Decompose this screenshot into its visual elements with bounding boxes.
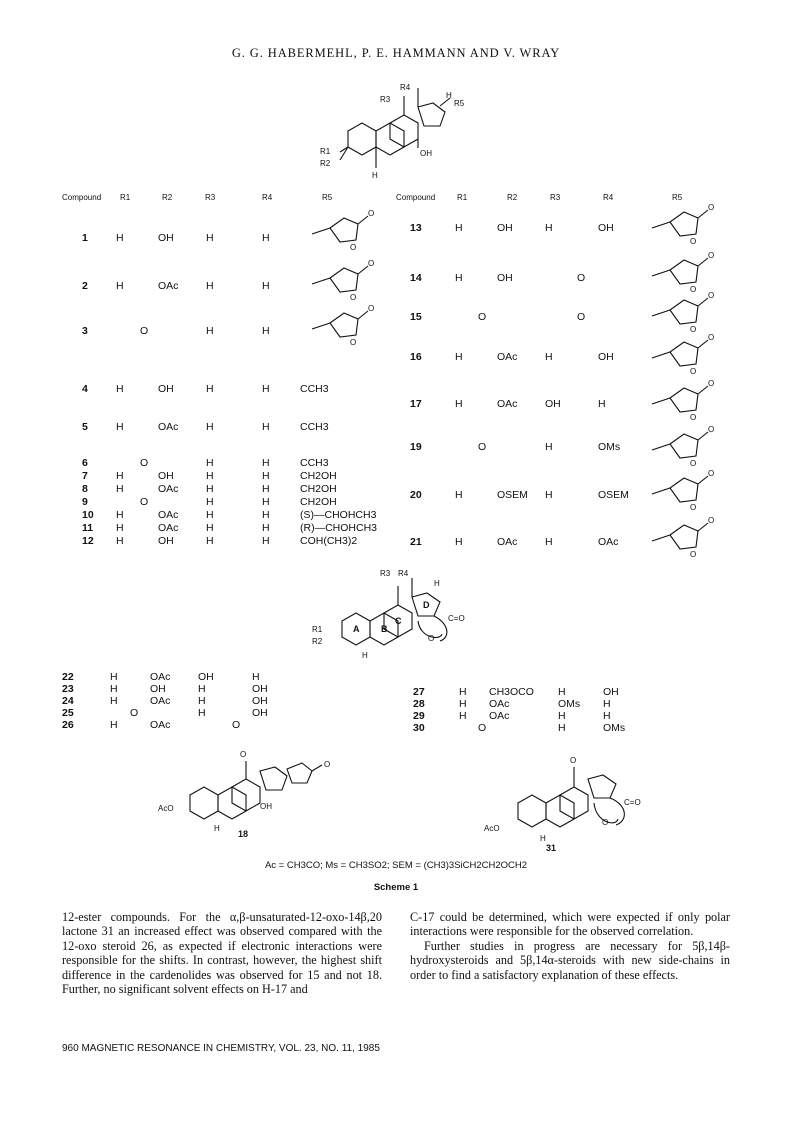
table-cell: 12 [82, 535, 94, 547]
carbonyl-o-label: O [708, 516, 715, 525]
ring-o-label: O [350, 243, 357, 252]
ring-o-label: O [690, 367, 697, 376]
table-cell: H [262, 522, 270, 534]
carbonyl-o-label: O [708, 251, 715, 260]
table-cell: 2 [82, 280, 88, 292]
butenolide-ring [312, 259, 374, 302]
table-cell: H [116, 280, 124, 292]
table-header-cell: R5 [322, 193, 333, 202]
r4-label: R4 [398, 569, 409, 578]
table-header-cell: R5 [672, 193, 683, 202]
table-cell: 15 [410, 311, 422, 323]
table-cell: O [478, 722, 487, 734]
paragraph-2: Further studies in progress are necessary for 5β,14β-hydroxysteroids and 5β,14α-steroids with new side-chains in order to find a satisfactory explanation of these effects. [410, 938, 730, 982]
co-label: C=O [448, 614, 465, 623]
table-cell: H [459, 710, 467, 722]
table-cell: H [116, 509, 124, 521]
table-cell: OAc [158, 509, 179, 521]
table-cell: O [232, 719, 241, 731]
table-cell: OH [158, 232, 174, 244]
table-cell: H [206, 325, 214, 337]
table-cell: H [198, 695, 206, 707]
table-cell: 13 [410, 222, 422, 234]
r1-label: R1 [312, 625, 323, 634]
ring-o-label: O [350, 293, 357, 302]
table-cell: H [116, 470, 124, 482]
table-cell: OAc [150, 671, 171, 683]
butenolide-ring [652, 251, 714, 294]
table-cell: O [478, 441, 487, 453]
table-cell: 19 [410, 441, 422, 453]
table-cell: 28 [413, 698, 425, 710]
ring-o-label: O [690, 550, 697, 559]
table-cell: H [262, 496, 270, 508]
ring-o-label: O [690, 413, 697, 422]
table-cell: OAc [497, 398, 518, 410]
h-label: H [434, 579, 440, 588]
butenolide-ring [652, 333, 714, 376]
table-cell: H [252, 671, 260, 683]
table-cell: H [206, 383, 214, 395]
running-header: G. G. HABERMEHL, P. E. HAMMANN AND V. WRAY [231, 46, 561, 60]
table-cell: H [598, 398, 606, 410]
carbonyl-o-label: O [368, 259, 375, 268]
table-header-cell: R4 [603, 193, 614, 202]
table-cell: OAc [150, 695, 171, 707]
h5-label: H [372, 171, 378, 180]
table-cell: 4 [82, 383, 88, 395]
table-cell: 22 [62, 671, 74, 683]
table-cell: OAc [158, 280, 179, 292]
table-cell: OAc [598, 536, 619, 548]
table-cell: OAc [489, 698, 510, 710]
table-cell: OH [497, 272, 513, 284]
table-cell: OSEM [497, 489, 528, 501]
table-cell: H [110, 671, 118, 683]
h5-label: H [362, 651, 368, 660]
table-cell: H [206, 457, 214, 469]
carbonyl-o-label: O [708, 291, 715, 300]
ring-o-label: O [690, 459, 697, 468]
table-cell: 5 [82, 421, 88, 433]
table-cell: 7 [82, 470, 88, 482]
table-cell: OH [598, 222, 614, 234]
scheme-title: Scheme 1 [373, 882, 419, 893]
r5-label: R5 [454, 99, 465, 108]
ring-o-label: O [690, 503, 697, 512]
table-cell: CCH3 [300, 383, 329, 395]
butenolide-ring [312, 304, 374, 347]
table-header-cell: R3 [550, 193, 561, 202]
table-cell: CH2OH [300, 496, 337, 508]
table-cell: OAc [497, 351, 518, 363]
table-cell: COH(CH3)2 [300, 535, 358, 547]
butenolide-ring [652, 516, 714, 559]
paragraph-1: C-17 could be determined, which were expected if only polar interactions were responsible for the observed correlation. [410, 910, 730, 939]
table-cell: 29 [413, 710, 425, 722]
o-label: O [240, 750, 247, 759]
table-cell: 11 [82, 522, 94, 534]
ring-o-label: O [690, 285, 697, 294]
table-cell: OH [252, 695, 268, 707]
table-cell: H [262, 535, 270, 547]
table-cell: H [262, 421, 270, 433]
body-column-right [410, 910, 730, 982]
table-cell: H [459, 686, 467, 698]
table-cell: (R)—CHOHCH3 [300, 522, 377, 534]
table-cell: H [206, 496, 214, 508]
carbonyl-o-label: O [368, 304, 375, 313]
butenolide-ring [652, 469, 714, 512]
table-cell: H [262, 383, 270, 395]
table-cell: CH2OH [300, 470, 337, 482]
table-cell: H [116, 383, 124, 395]
ring-o-label: O [690, 237, 697, 246]
ring-c-label: C [395, 616, 402, 626]
table-cell: H [545, 441, 553, 453]
table-header-cell: R2 [507, 193, 518, 202]
table-cell: OH [545, 398, 561, 410]
table-cell: H [198, 683, 206, 695]
table-cell: OH [158, 470, 174, 482]
h-label: H [446, 91, 452, 100]
table-cell: O [478, 311, 487, 323]
structure-31 [478, 745, 678, 855]
table-cell: OH [150, 683, 166, 695]
o-label: O [602, 818, 609, 827]
table-cell: CH3OCO [489, 686, 534, 698]
o-label: O [324, 760, 331, 769]
butenolide-ring [652, 291, 714, 334]
table-cell: H [206, 509, 214, 521]
carbonyl-o-label: O [368, 209, 375, 218]
carbonyl-o-label: O [708, 379, 715, 388]
table-cell: OH [252, 707, 268, 719]
carbonyl-o-label: O [708, 469, 715, 478]
table-cell: H [545, 222, 553, 234]
table-cell: H [116, 522, 124, 534]
r1-label: R1 [320, 147, 331, 156]
table-cell: H [558, 722, 566, 734]
table-cell: 8 [82, 483, 88, 495]
table-header-cell: R4 [262, 193, 273, 202]
table-cell: H [545, 536, 553, 548]
o-label: O [428, 634, 435, 643]
steroid-skeleton-middle [300, 566, 490, 666]
co-label: C=O [624, 798, 641, 807]
table-cell: H [206, 522, 214, 534]
table-cell: 21 [410, 536, 422, 548]
table-cell: 16 [410, 351, 422, 363]
h-label: H [214, 824, 220, 833]
table-cell: H [558, 686, 566, 698]
table-cell: O [130, 707, 139, 719]
table-cell: OAc [497, 536, 518, 548]
table-cell: OH [497, 222, 513, 234]
table-cell: OMs [603, 722, 626, 734]
ring-b-label: B [381, 624, 388, 634]
table-cell: H [206, 470, 214, 482]
table-cell: H [110, 695, 118, 707]
table-cell: 23 [62, 683, 74, 695]
r3-label: R3 [380, 95, 391, 104]
table-cell: H [206, 535, 214, 547]
table-cell: H [459, 698, 467, 710]
table-cell: H [116, 421, 124, 433]
table-cell: OH [598, 351, 614, 363]
table-cell: H [116, 232, 124, 244]
table-cell: OH [158, 383, 174, 395]
table-cell: H [110, 683, 118, 695]
table-cell: H [603, 710, 611, 722]
table-cell: H [455, 272, 463, 284]
table-cell: (S)—CHOHCH3 [300, 509, 377, 521]
table-header-cell: R2 [162, 193, 173, 202]
table-cell: H [455, 489, 463, 501]
page-footer: 960 MAGNETIC RESONANCE IN CHEMISTRY, VOL. 23, NO. 11, 1985 [62, 1043, 380, 1054]
table-cell: O [577, 311, 586, 323]
table-cell: H [455, 398, 463, 410]
table-cell: OAc [150, 719, 171, 731]
table-header-cell: Compound [62, 193, 102, 202]
table-header-cell: R1 [120, 193, 131, 202]
table-cell: H [262, 457, 270, 469]
structure-18 [150, 745, 370, 845]
ring-o-label: O [350, 338, 357, 347]
table-cell: 3 [82, 325, 88, 337]
o-label: O [570, 756, 577, 765]
butenolide-ring [652, 425, 714, 468]
table-cell: OH [198, 671, 214, 683]
table-cell: H [198, 707, 206, 719]
table-cell: 20 [410, 489, 422, 501]
table-cell: O [140, 496, 149, 508]
table-cell: 9 [82, 496, 88, 508]
table-cell: OH [603, 686, 619, 698]
table-cell: H [558, 710, 566, 722]
table-cell: H [455, 351, 463, 363]
table-cell: H [262, 470, 270, 482]
table-cell: OH [252, 683, 268, 695]
table-cell: 25 [62, 707, 74, 719]
table-cell: H [116, 535, 124, 547]
carbonyl-o-label: O [708, 425, 715, 434]
oh-label: OH [420, 149, 432, 158]
table-cell: H [206, 232, 214, 244]
table-cell: H [110, 719, 118, 731]
table-cell: 17 [410, 398, 422, 410]
table-cell: OAc [158, 421, 179, 433]
table-cell: OMs [558, 698, 581, 710]
table-cell: H [206, 421, 214, 433]
table-cell: OAc [158, 483, 179, 495]
table-cell: OAc [158, 522, 179, 534]
table-cell: 27 [413, 686, 425, 698]
r4-label: R4 [400, 83, 411, 92]
table-cell: H [262, 232, 270, 244]
abbreviation-legend: Ac = CH3CO; Ms = CH3SO2; SEM = (CH3)3SiCH2CH2OCH2 [264, 860, 528, 871]
table-cell: 6 [82, 457, 88, 469]
table-cell: O [577, 272, 586, 284]
table-cell: H [455, 536, 463, 548]
carbonyl-o-label: O [708, 203, 715, 212]
compound-31-label: 31 [546, 843, 557, 853]
butenolide-ring [652, 379, 714, 422]
table-cell: H [262, 483, 270, 495]
oh-label: OH [260, 802, 272, 811]
table-cell: 30 [413, 722, 425, 734]
table-cell: OH [158, 535, 174, 547]
table-cell: H [206, 280, 214, 292]
aco-label: AcO [158, 804, 174, 813]
r3-label: R3 [380, 569, 391, 578]
table-cell: H [603, 698, 611, 710]
table-cell: O [140, 457, 149, 469]
table-cell: H [455, 222, 463, 234]
table-header-cell: R1 [457, 193, 468, 202]
table-cell: 24 [62, 695, 74, 707]
table-cell: H [545, 489, 553, 501]
table-cell: 10 [82, 509, 94, 521]
table-cell: H [262, 280, 270, 292]
table-cell: CH2OH [300, 483, 337, 495]
ring-a-label: A [353, 624, 360, 634]
table-cell: H [262, 509, 270, 521]
table-cell: H [116, 483, 124, 495]
table-cell: H [545, 351, 553, 363]
table-cell: H [206, 483, 214, 495]
table-cell: CCH3 [300, 421, 329, 433]
table-cell: 14 [410, 272, 422, 284]
r2-label: R2 [320, 159, 331, 168]
table-cell: OSEM [598, 489, 629, 501]
table-header-cell: R3 [205, 193, 216, 202]
table-cell: OMs [598, 441, 621, 453]
table-cell: CCH3 [300, 457, 329, 469]
table-cell: O [140, 325, 149, 337]
h-label: H [540, 834, 546, 843]
r2-label: R2 [312, 637, 323, 646]
butenolide-ring [652, 203, 714, 246]
table-cell: H [262, 325, 270, 337]
butenolide-ring [312, 209, 374, 252]
ring-d-label: D [423, 600, 430, 610]
compound-18-label: 18 [238, 829, 249, 839]
body-column-left: 12-ester compounds. For the α,β-unsaturated-12-oxo-14β,20 lactone 31 an increased effect was observed compared with the 12-oxo steroid 26, as expected if electronic interactions were responsible for the shifts. In contrast, however, the highest shift difference in the cardenolides was observed for 15 and not 18. Further, no significant solvent effects on H-17 and [62, 910, 382, 997]
table-header-cell: Compound [396, 193, 436, 202]
table-cell: 26 [62, 719, 74, 731]
carbonyl-o-label: O [708, 333, 715, 342]
aco-label: AcO [484, 824, 500, 833]
table-cell: OAc [489, 710, 510, 722]
table-cell: 1 [82, 232, 88, 244]
ring-o-label: O [690, 325, 697, 334]
